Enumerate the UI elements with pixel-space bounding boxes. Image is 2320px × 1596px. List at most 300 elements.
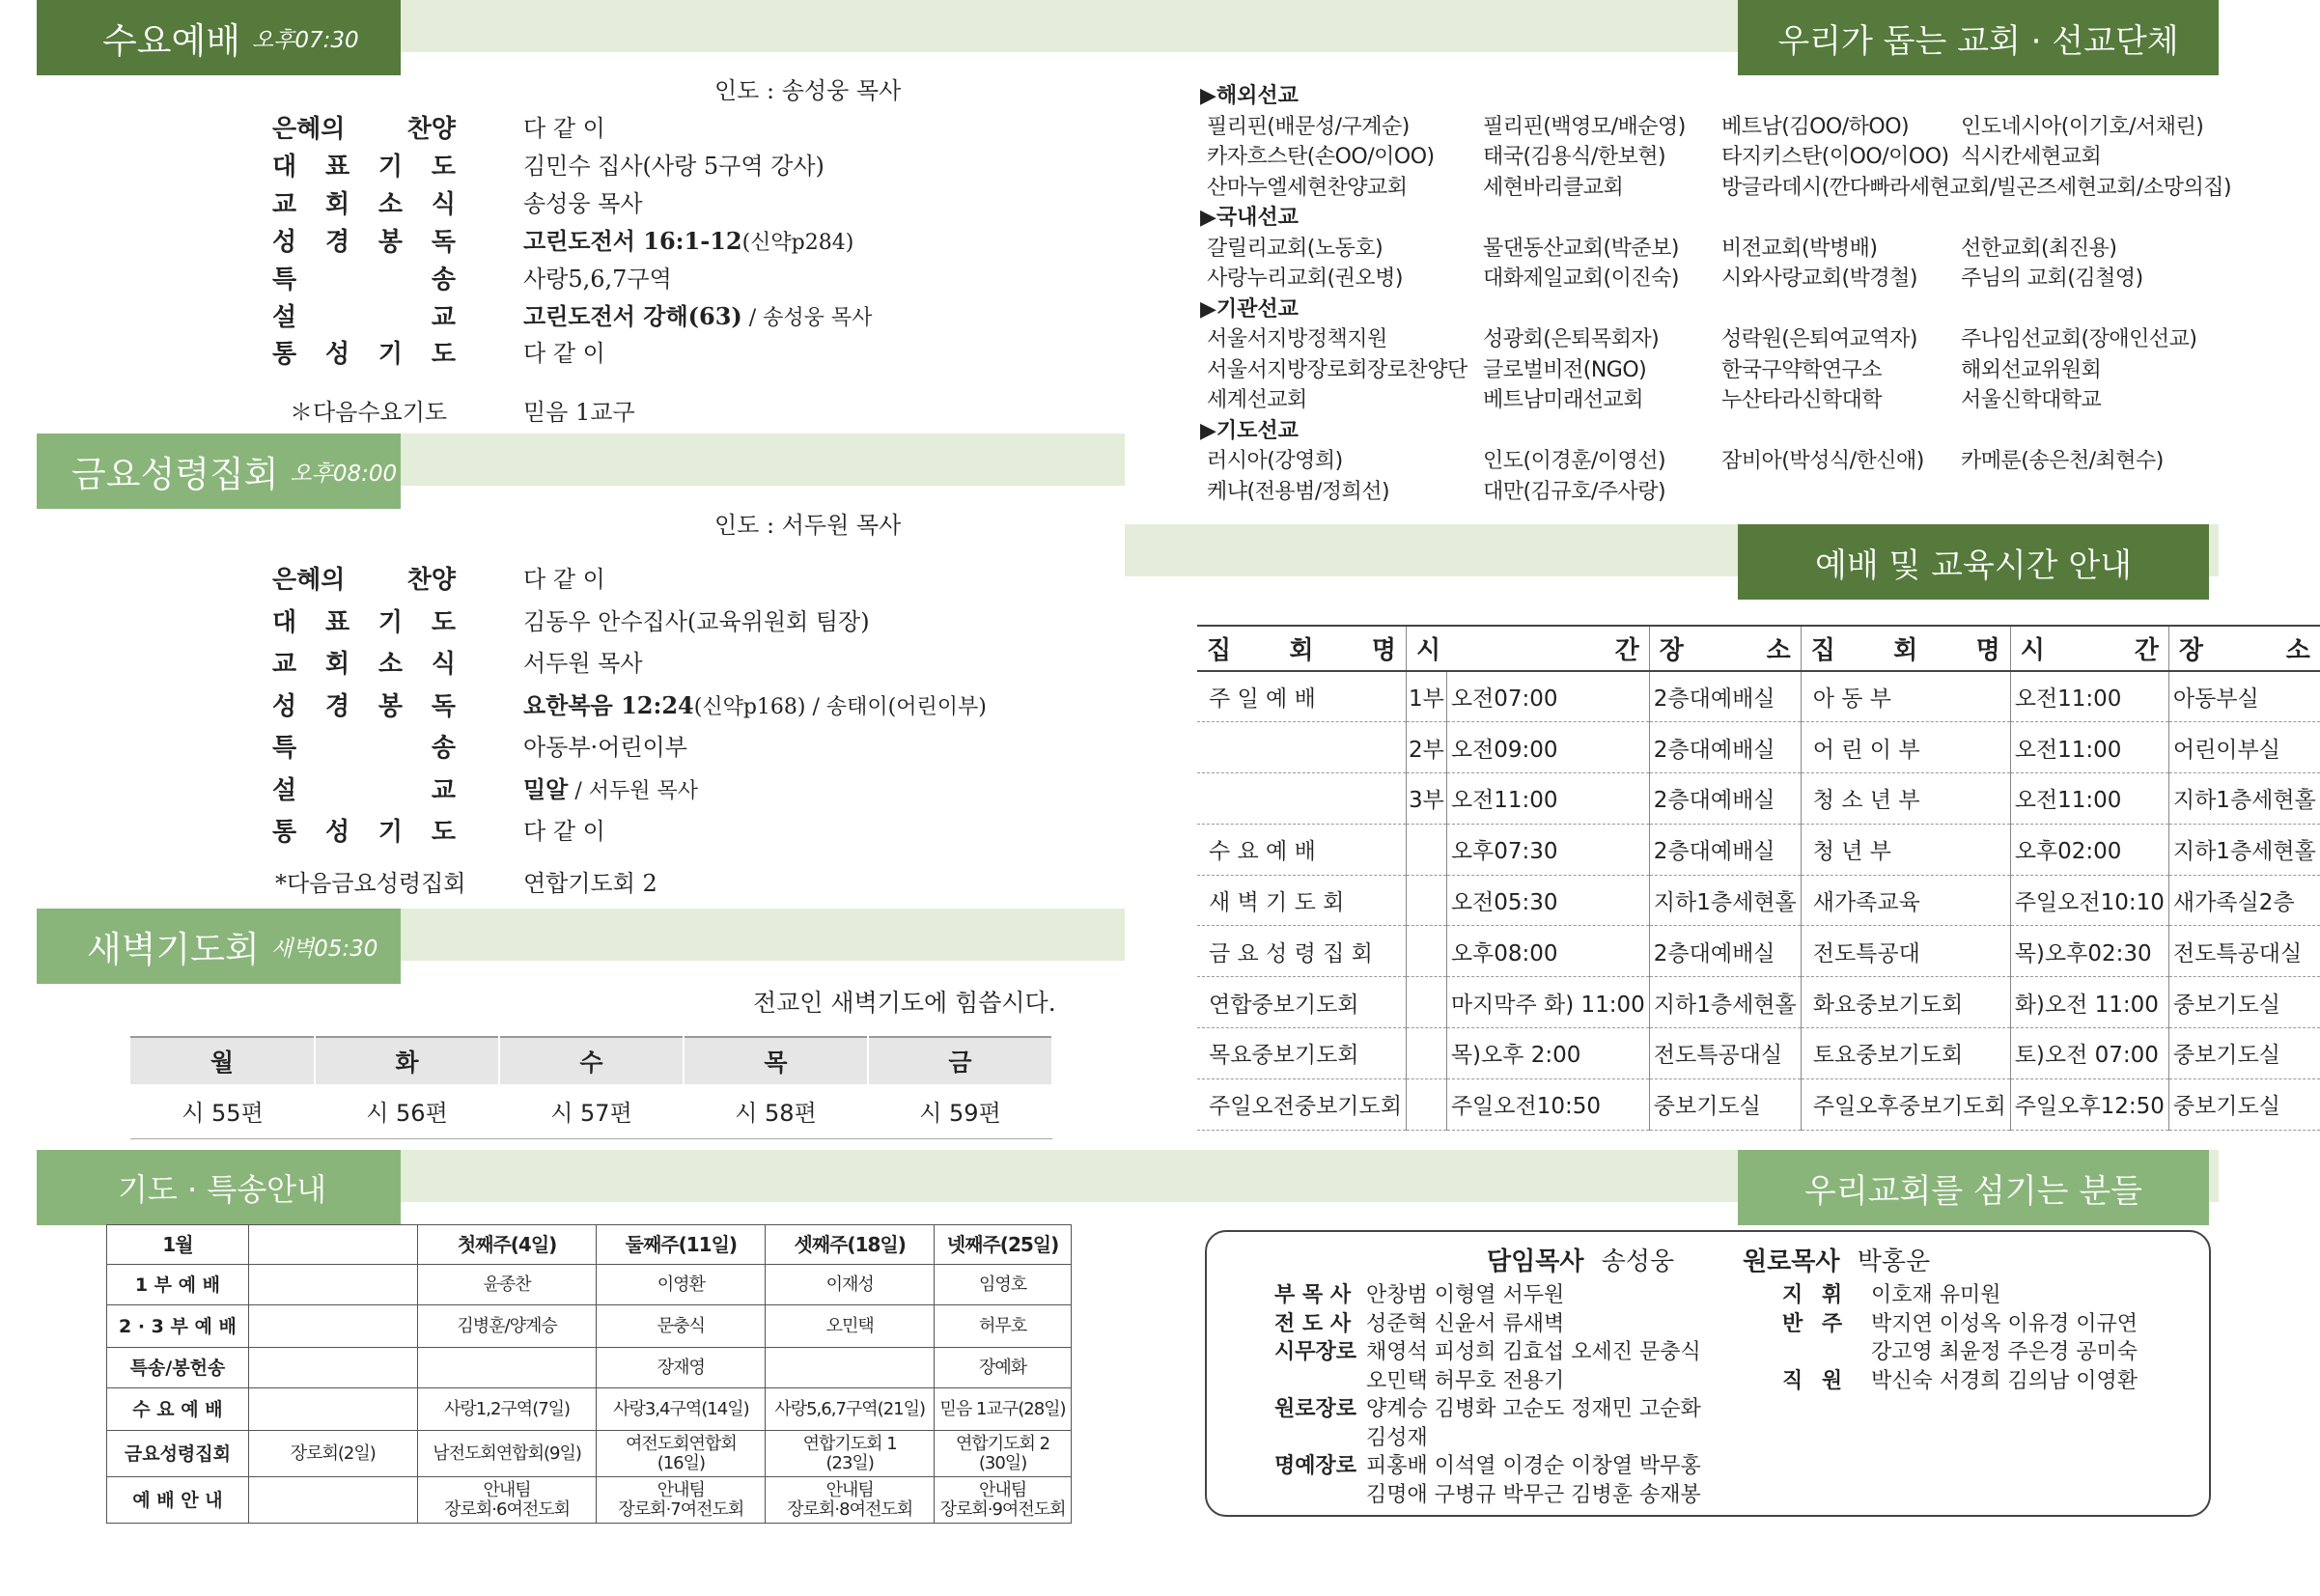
mission-item: 사랑누리교회(권오병) <box>1207 266 1403 291</box>
next-prayer-value: 믿음 1교구 <box>523 399 635 426</box>
day-wed: 수 <box>499 1037 684 1084</box>
schedule-cell <box>1406 977 1446 1028</box>
schedule-cell: 2층대예배실 <box>1649 926 1801 977</box>
header-text <box>1416 630 1639 666</box>
missions-list <box>1200 81 2232 507</box>
order-value-bold: 고린도전서 강해(63) <box>523 301 742 330</box>
label-part: 설 <box>272 302 297 332</box>
staff-names: 박신숙 서경희 김의남 이영환 <box>1871 1368 2138 1393</box>
label-part: 소 <box>377 650 404 679</box>
mission-item: 방글라데시(깐다빠라세현교회/빌곤즈세현교회/소망의집) <box>1721 175 2232 200</box>
mission-category: ▶기도선교 <box>1200 418 1299 443</box>
schedule-cell <box>1406 875 1446 926</box>
order-label <box>272 334 456 370</box>
prayer-cell: 허무호 <box>935 1305 1072 1348</box>
mission-item: 주나임선교회(장애인선교) <box>1961 327 2197 351</box>
schedule-cell: 주일오전중보기도회 <box>1197 1078 1406 1130</box>
prayer-cell: 안내팀 장로회·8여전도회 <box>766 1477 935 1524</box>
psalm-mon: 시 55편 <box>130 1084 315 1138</box>
staff-row <box>1274 1421 1428 1451</box>
prayer-header-cell: 넷째주(25일) <box>935 1225 1072 1265</box>
prayer-title: 기도 · 특송안내 <box>118 1171 326 1208</box>
order-label <box>272 644 456 680</box>
schedule-cell <box>1406 926 1446 977</box>
next-prayer-row <box>0 864 1125 903</box>
label-part: 식 <box>431 189 456 219</box>
order-label <box>272 260 456 295</box>
label-part: 성 <box>272 691 297 721</box>
schedule-header-cell <box>1406 626 1649 671</box>
prayer-cell <box>766 1348 935 1388</box>
prayer-header-cell <box>248 1225 417 1265</box>
prayer-row <box>107 1477 1072 1524</box>
header-part: 시 <box>2020 636 2045 665</box>
schedule-cell: 청 년 부 <box>1801 824 2010 875</box>
emeritus-pastor <box>1743 1242 1930 1277</box>
order-label <box>272 297 456 333</box>
label-part: 소 <box>377 189 404 219</box>
prayer-cell <box>248 1348 417 1388</box>
order-value-text: 다 같 이 <box>523 340 605 368</box>
dawn-header <box>37 909 401 984</box>
schedule-header-cell <box>2010 626 2168 671</box>
label-part: 도 <box>431 340 456 370</box>
header-text <box>1811 630 2000 666</box>
mission-item: 인도(이경훈/이영선) <box>1483 449 1666 473</box>
order-value-text: / 송성웅 목사 <box>741 305 873 330</box>
label-part: 대 <box>272 152 297 182</box>
order-row <box>0 560 1125 599</box>
order-value-text: (신약p168) / 송태이(어린이부) <box>693 694 987 719</box>
schedule-cell: 지하1층세현홀 <box>2168 824 2319 875</box>
mission-item: 타지키스탄(이OO/이OO) <box>1721 145 1949 169</box>
label-part: 표 <box>324 607 350 637</box>
psalm-thu: 시 58편 <box>684 1084 868 1138</box>
mission-item: 한국구약학연구소 <box>1721 357 1883 382</box>
schedule-cell: 주일오후중보기도회 <box>1801 1078 2010 1130</box>
prayer-cell: 연합기도회 2 (30일) <box>935 1431 1072 1477</box>
mission-item <box>1721 477 1961 508</box>
order-value-text: 다 같 이 <box>523 566 605 593</box>
fri-title: 금요성령집회 <box>71 454 279 495</box>
staff-row <box>1274 1478 1701 1508</box>
mission-category: ▶기관선교 <box>1200 296 1299 322</box>
order-value-bold: 요한복음 12:24 <box>523 690 694 719</box>
schedule-cell: 오전05:30 <box>1446 875 1649 926</box>
schedule-cell <box>1197 773 1406 825</box>
wed-header <box>37 0 401 75</box>
label-part: 경 <box>324 227 350 257</box>
label-part: 경 <box>324 691 350 721</box>
staff-role: 원로장로 <box>1274 1397 1357 1421</box>
day-fri: 금 <box>868 1037 1052 1084</box>
order-row <box>0 147 1125 185</box>
order-value <box>523 686 987 720</box>
schedule-cell: 오전07:00 <box>1446 671 1649 722</box>
schedule-cell: 아동부실 <box>2168 671 2319 722</box>
staff-row <box>1274 1335 1701 1365</box>
mission-item: 서울서지방정책지원 <box>1207 327 1387 351</box>
order-row <box>0 334 1125 373</box>
label-part: 회 <box>324 650 350 679</box>
prayer-cell: 안내팀 장로회·9여전도회 <box>935 1477 1072 1524</box>
label-part: 찬양 <box>406 566 456 595</box>
prayer-cell: 이재성 <box>766 1265 935 1305</box>
schedule-row <box>1197 1028 2320 1079</box>
header-part: 장 <box>1659 636 1684 665</box>
schedule-cell: 어 린 이 부 <box>1801 722 2010 773</box>
label-part: 독 <box>431 691 456 721</box>
mission-category: ▶국내선교 <box>1200 206 1299 230</box>
staff-role: 전 도 사 <box>1274 1311 1352 1336</box>
schedule-cell: 화)오전 11:00 <box>2010 977 2168 1028</box>
staff-role: 직 원 <box>1782 1368 1849 1393</box>
order-value <box>523 602 870 636</box>
dawn-time: 새벽05:30 <box>270 936 378 962</box>
staff-row <box>1274 1449 1701 1479</box>
order-value <box>523 184 643 218</box>
schedule-cell: 청 소 년 부 <box>1801 773 2010 825</box>
order-value-bold: 고린도전서 16:1-12 <box>523 226 742 255</box>
header-part: 간 <box>1614 636 1639 665</box>
header-text <box>2021 630 2159 666</box>
schedule-header-cell <box>1801 626 2010 671</box>
schedule-cell: 2층대예배실 <box>1649 824 1801 875</box>
prayer-row <box>107 1265 1072 1305</box>
staff-role: 지 휘 <box>1782 1283 1849 1307</box>
schedule-row <box>1197 773 2320 825</box>
label-part: 표 <box>324 152 350 182</box>
schedule-cell: 2층대예배실 <box>1649 773 1801 825</box>
label-part: 송 <box>431 734 456 763</box>
order-label <box>272 812 456 848</box>
schedule-cell: 전도특공대실 <box>2168 926 2319 977</box>
prayer-row-label: 1 부 예 배 <box>107 1265 249 1305</box>
schedule-cell: 전도특공대실 <box>1649 1028 1801 1079</box>
staff-role: 명예장로 <box>1274 1454 1357 1478</box>
header-text <box>1207 630 1396 666</box>
mission-item: 대화제일교회(이진숙) <box>1483 266 1679 291</box>
order-value <box>523 147 825 181</box>
label-part: 봉 <box>377 691 404 721</box>
next-prayer-row <box>0 393 1125 432</box>
staff-row <box>1782 1278 2001 1308</box>
label-part: 독 <box>431 227 456 257</box>
mission-item: 주님의 교회(김철영) <box>1961 266 2143 291</box>
schedule-cell: 지하1층세현홀 <box>1649 875 1801 926</box>
wed-leader: 인도 : 송성웅 목사 <box>714 77 902 104</box>
header-part: 명 <box>1975 636 2000 665</box>
prayer-row <box>107 1388 1072 1431</box>
prayer-row-label: 예 배 안 내 <box>107 1477 249 1524</box>
mission-grid <box>1200 446 2212 507</box>
schedule-cell: 화요중보기도회 <box>1801 977 2010 1028</box>
psalm-tue: 시 56편 <box>315 1084 499 1138</box>
mission-item: 태국(김용식/한보현) <box>1483 145 1666 169</box>
prayer-cell <box>417 1348 597 1388</box>
schedule-cell <box>1406 1078 1446 1130</box>
order-value-text: 다 같 이 <box>523 818 605 845</box>
schedule-cell <box>1197 722 1406 773</box>
staff-names: 김명애 구병규 박무근 김병훈 송재봉 <box>1366 1482 1701 1507</box>
senior-pastor-label: 담임목사 <box>1487 1247 1584 1276</box>
prayer-cell: 안내팀 장로회·6여전도회 <box>417 1477 597 1524</box>
mission-item: 러시아(강영희) <box>1207 449 1343 473</box>
mission-item: 식시칸세현교회 <box>1961 145 2102 169</box>
staff-names: 양계승 김병화 고순도 정재민 고순화 <box>1366 1397 1701 1421</box>
mission-item: 잠비아(박성식/한신애) <box>1721 449 1924 473</box>
schedule-cell: 오전11:00 <box>2010 722 2168 773</box>
prayer-cell <box>248 1305 417 1348</box>
prayer-cell: 장예화 <box>935 1348 1072 1388</box>
label-part: 도 <box>431 818 456 847</box>
order-value <box>523 728 687 762</box>
schedule-cell: 오후08:00 <box>1446 926 1649 977</box>
prayer-cell: 장로회(2일) <box>248 1431 417 1477</box>
prayer-row-label: 특송/봉헌송 <box>107 1348 249 1388</box>
label-part: 교 <box>431 775 456 805</box>
header-part: 회 <box>1289 636 1314 665</box>
staff-names: 박지연 이성옥 이유경 이규연 <box>1871 1311 2138 1336</box>
prayer-cell: 믿음 1교구(28일) <box>935 1388 1072 1431</box>
prayer-cell: 김병훈/양계승 <box>417 1305 597 1348</box>
staff-row <box>1782 1307 2138 1337</box>
mission-item: 카메룬(송은천/최현수) <box>1961 449 2164 473</box>
schedule-cell: 연합중보기도회 <box>1197 977 1406 1028</box>
label-part: 은혜의 <box>272 566 346 595</box>
schedule-cell: 주일오후12:50 <box>2010 1078 2168 1130</box>
label-part: 봉 <box>377 227 404 257</box>
label-part: 설 <box>272 775 297 805</box>
prayer-row <box>107 1305 1072 1348</box>
staff-names: 안창범 이형열 서두원 <box>1366 1283 1565 1307</box>
schedule-cell: 오전11:00 <box>1446 773 1649 825</box>
schedule-header <box>1738 524 2209 600</box>
mission-grid <box>1200 112 2232 204</box>
order-value <box>523 812 605 846</box>
schedule-cell: 전도특공대 <box>1801 926 2010 977</box>
schedule-cell: 목요중보기도회 <box>1197 1028 1406 1079</box>
prayer-cell: 이영환 <box>597 1265 766 1305</box>
schedule-cell: 어린이부실 <box>2168 722 2319 773</box>
schedule-cell: 오후07:30 <box>1446 824 1649 875</box>
mission-item: 필리핀(배문성/구계순) <box>1207 114 1410 139</box>
psalm-wed: 시 57편 <box>499 1084 684 1138</box>
day-mon: 월 <box>130 1037 315 1084</box>
prayer-cell: 윤종찬 <box>417 1265 597 1305</box>
label-part: 기 <box>377 340 404 370</box>
order-value-text: 아동부·어린이부 <box>523 734 687 761</box>
mission-item: 베트남(김OO/하OO) <box>1721 114 1910 139</box>
mission-item: 누산타라신학대학 <box>1721 388 1883 412</box>
mission-item: 시와사랑교회(박경철) <box>1721 266 1917 291</box>
mission-item: 베트남미래선교회 <box>1483 388 1644 412</box>
order-row <box>0 770 1125 809</box>
prayer-cell: 안내팀 장로회·7여전도회 <box>597 1477 766 1524</box>
schedule-cell: 주 일 예 배 <box>1197 671 1406 722</box>
order-value <box>523 109 605 143</box>
prayer-header-cell: 셋째주(18일) <box>766 1225 935 1265</box>
order-value-text: 김동우 안수집사(교육위원회 팀장) <box>523 607 870 635</box>
header-part: 명 <box>1371 636 1396 665</box>
order-label <box>272 560 456 596</box>
staff-role: 부 목 사 <box>1274 1283 1352 1307</box>
header-part: 간 <box>2134 636 2159 665</box>
label-part: 도 <box>431 152 456 182</box>
mission-grid <box>1200 324 2212 416</box>
next-prayer-label: *다음금요성령집회 <box>275 870 466 897</box>
prayer-cell: 장재영 <box>597 1348 766 1388</box>
order-value-text: 김민수 집사(사랑 5구역 강사) <box>523 152 825 180</box>
order-row <box>0 109 1125 148</box>
header-part: 소 <box>1766 636 1791 665</box>
schedule-cell: 토)오전 07:00 <box>2010 1028 2168 1079</box>
staff-row <box>1782 1364 2138 1394</box>
label-part: 은혜의 <box>272 115 346 144</box>
order-value-text: 송성웅 목사 <box>523 189 643 217</box>
label-part: 찬양 <box>406 115 456 144</box>
header-part: 장 <box>2178 636 2203 665</box>
schedule-cell: 오후02:00 <box>2010 824 2168 875</box>
schedule-cell <box>1406 824 1446 875</box>
order-label <box>272 184 456 220</box>
schedule-cell: 오전11:00 <box>2010 773 2168 825</box>
mission-item: 카자흐스탄(손OO/이OO) <box>1207 145 1435 169</box>
schedule-cell: 주일오전10:10 <box>2010 875 2168 926</box>
mission-item: 해외선교위원회 <box>1961 357 2102 382</box>
mission-item: 글로벌비전(NGO) <box>1483 357 1647 382</box>
schedule-title: 예배 및 교육시간 안내 <box>1814 546 2133 585</box>
mission-item: 성광회(은퇴목회자) <box>1483 327 1660 351</box>
order-row <box>0 602 1125 641</box>
fri-leader: 인도 : 서두원 목사 <box>714 512 902 539</box>
day-thu: 목 <box>684 1037 868 1084</box>
schedule-row <box>1197 1078 2320 1130</box>
dawn-note: 전교인 새벽기도에 힘씁시다. <box>753 989 1056 1017</box>
order-value-text: 서두원 목사 <box>523 650 643 677</box>
schedule-cell: 3부 <box>1406 773 1446 825</box>
prayer-table <box>106 1224 1072 1524</box>
fri-time: 오후08:00 <box>290 461 398 487</box>
mission-item: 선한교회(최진용) <box>1961 236 2117 261</box>
prayer-cell <box>248 1477 417 1524</box>
schedule-row <box>1197 875 2320 926</box>
order-value <box>523 222 853 256</box>
mission-item: 세현바리클교회 <box>1483 175 1624 200</box>
header-text <box>1660 630 1791 666</box>
mission-item: 서울서지방장로회장로찬양단 <box>1207 357 1467 382</box>
schedule-row <box>1197 824 2320 875</box>
schedule-header-row <box>1197 626 2320 671</box>
staff-names: 이호재 유미원 <box>1871 1283 2001 1307</box>
staff-row <box>1274 1392 1701 1422</box>
order-label <box>272 770 456 806</box>
label-part: 통 <box>272 340 297 370</box>
prayer-header-cell: 둘째주(11일) <box>597 1225 766 1265</box>
staff-names: 강고영 최윤정 주은경 공미숙 <box>1871 1340 2138 1364</box>
label-part: 송 <box>431 265 456 294</box>
mission-item <box>1961 477 2212 508</box>
schedule-row <box>1197 977 2320 1028</box>
order-row <box>0 644 1125 683</box>
order-value-text: / 서두원 목사 <box>568 778 699 803</box>
staff-names: 김성재 <box>1366 1425 1428 1450</box>
schedule-row <box>1197 671 2320 722</box>
mission-item: 산마누엘세현찬양교회 <box>1207 175 1408 200</box>
label-part: 식 <box>431 650 456 679</box>
schedule-cell: 토요중보기도회 <box>1801 1028 2010 1079</box>
order-label <box>272 686 456 722</box>
mission-item: 비전교회(박병배) <box>1721 236 1878 261</box>
order-row <box>0 222 1125 261</box>
prayer-header-row <box>107 1225 1072 1265</box>
next-prayer-label: ＊다음수요기도 <box>290 399 448 426</box>
order-value <box>523 770 698 804</box>
order-label <box>272 602 456 638</box>
schedule-header-cell <box>1197 626 1406 671</box>
schedule-cell: 목)오후 2:00 <box>1446 1028 1649 1079</box>
label-part: 기 <box>377 607 404 637</box>
missions-header <box>1738 0 2219 75</box>
label-part: 회 <box>324 189 350 219</box>
prayer-row-label: 수 요 예 배 <box>107 1388 249 1431</box>
header-part: 시 <box>1415 636 1441 665</box>
schedule-cell: 지하1층세현홀 <box>1649 977 1801 1028</box>
prayer-cell: 사랑1,2구역(7일) <box>417 1388 597 1431</box>
mission-item: 물댄동산교회(박준보) <box>1483 236 1679 261</box>
schedule-header-cell <box>2168 626 2319 671</box>
schedule-cell: 지하1층세현홀 <box>2168 773 2319 825</box>
schedule-cell: 중보기도실 <box>2168 1078 2319 1130</box>
prayer-row <box>107 1431 1072 1477</box>
prayer-cell: 사랑3,4구역(14일) <box>597 1388 766 1431</box>
mission-item: 대만(김규호/주사랑) <box>1483 479 1666 504</box>
label-part: 특 <box>272 734 297 763</box>
order-value <box>523 334 605 368</box>
order-label <box>272 728 456 764</box>
schedule-cell: 주일오전10:50 <box>1446 1078 1649 1130</box>
dawn-psalm-table <box>130 1036 1053 1139</box>
label-part: 성 <box>272 227 297 257</box>
schedule-cell: 금 요 성 령 집 회 <box>1197 926 1406 977</box>
order-value-text: 사랑5,6,7구역 <box>523 265 672 293</box>
day-tue: 화 <box>315 1037 499 1084</box>
order-row <box>0 297 1125 336</box>
header-part: 집 <box>1810 636 1835 665</box>
order-row <box>0 260 1125 298</box>
order-label <box>272 222 456 258</box>
prayer-cell: 오민택 <box>766 1305 935 1348</box>
prayer-cell: 문충식 <box>597 1305 766 1348</box>
order-row <box>0 686 1125 725</box>
prayer-header-cell: 첫째주(4일) <box>417 1225 597 1265</box>
mission-category: ▶해외선교 <box>1200 84 1299 108</box>
wed-time: 오후07:30 <box>251 27 359 53</box>
staff-row <box>1274 1364 1564 1394</box>
prayer-header-cell: 1월 <box>107 1225 249 1265</box>
staff-names: 성준혁 신윤서 류새벽 <box>1366 1311 1565 1336</box>
staff-role: 반 주 <box>1782 1311 1849 1336</box>
order-label <box>272 147 456 182</box>
mission-item: 성락원(은퇴여교역자) <box>1721 327 1917 351</box>
prayer-cell: 여전도회연합회 (16일) <box>597 1431 766 1477</box>
order-row <box>0 184 1125 223</box>
header-part: 회 <box>1893 636 1918 665</box>
prayer-cell: 연합기도회 1 (23일) <box>766 1431 935 1477</box>
wed-title: 수요예배 <box>102 20 240 62</box>
mission-grid <box>1200 234 2212 294</box>
schedule-cell: 오전09:00 <box>1446 722 1649 773</box>
